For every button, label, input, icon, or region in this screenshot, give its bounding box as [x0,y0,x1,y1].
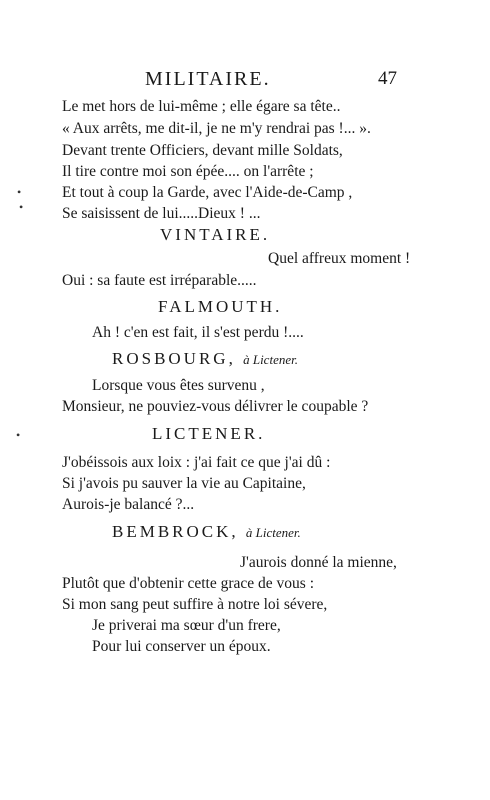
verse-line: Si mon sang peut suffire à notre loi sévere, [62,596,328,613]
margin-mark: • [17,185,22,199]
verse-line: Oui : sa faute est irréparable..... [62,272,257,289]
speaker-with-direction [112,523,301,542]
margin-mark: • [16,428,21,442]
verse-line: Monsieur, ne pouviez-vous délivrer le coupable ? [62,398,369,415]
verse-line: Ah ! c'en est fait, il s'est perdu !.... [92,324,304,341]
speaker-name: LICTENER. [152,424,266,443]
speaker-name: ROSBOURG, [112,349,236,368]
verse-line: Et tout à coup la Garde, avec l'Aide-de-Camp , [62,184,353,201]
verse-line: « Aux arrêts, me dit-il, je ne m'y rendrai pas !... ». [62,120,371,137]
speaker-name: BEMBROCK, [112,522,239,541]
verse-line: Le met hors de lui-même ; elle égare sa tête.. [62,98,341,115]
verse-line: Lorsque vous êtes survenu , [92,377,265,394]
verse-line: Il tire contre moi son épée.... on l'arrête ; [62,163,314,180]
verse-line: Si j'avois pu sauver la vie au Capitaine, [62,475,306,492]
verse-line: J'obéissois aux loix : j'ai fait ce que j'ai dû : [62,454,331,471]
margin-mark: • [19,200,24,214]
verse-line: Je priverai ma sœur d'un frere, [92,617,281,634]
verse-line: Devant trente Officiers, devant mille Soldats, [62,142,343,159]
verse-line: Aurois-je balancé ?... [62,496,195,513]
stage-direction: à Lictener. [245,525,301,540]
stage-direction: à Lictener. [243,352,298,367]
verse-line: J'aurois donné la mienne, [240,554,397,571]
speaker-name: FALMOUTH. [158,297,283,316]
page-number: 47 [378,68,397,89]
verse-line: Plutôt que d'obtenir cette grace de vous : [62,575,315,592]
speaker-with-direction [112,350,298,369]
verse-line: Quel affreux moment ! [268,250,411,267]
verse-line: Pour lui conserver un époux. [92,638,271,655]
verse-line: Se saisissent de lui.....Dieux ! ... [62,205,261,222]
running-title: MILITAIRE. [145,68,271,90]
speaker-name: VINTAIRE. [160,225,271,244]
